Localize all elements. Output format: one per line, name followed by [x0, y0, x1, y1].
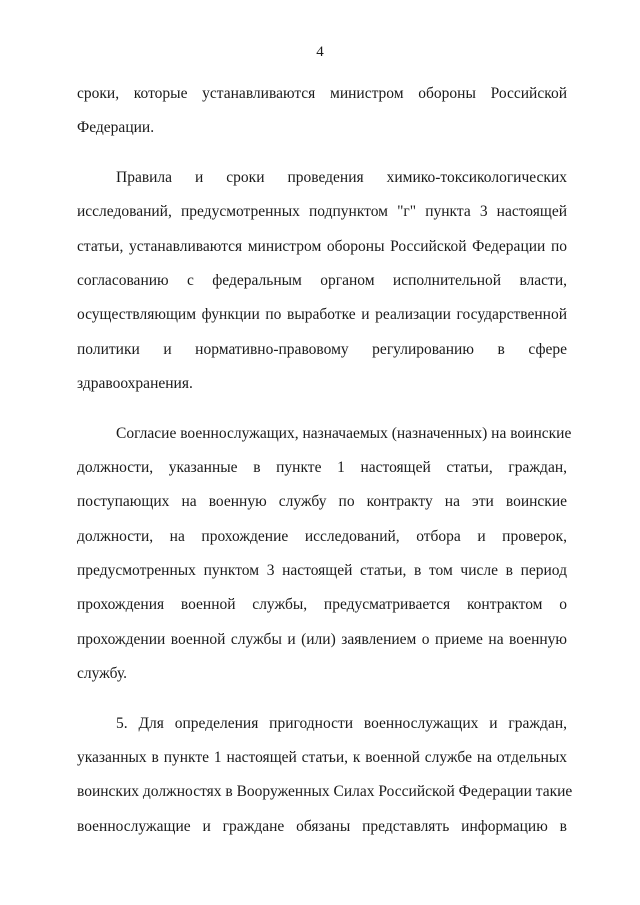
- text-line: указанных в пункте 1 настоящей статьи, к военной службе на отдельных: [77, 749, 567, 767]
- text-line: прохождения военной службы, предусматривается контрактом о: [77, 596, 567, 614]
- text-line: исследований, предусмотренных подпунктом "г" пункта 3 настоящей: [77, 203, 567, 221]
- text-line: политики и нормативно-правовому регулированию в сфере: [77, 340, 567, 358]
- text-line: поступающих на военную службу по контракту на эти воинские: [77, 493, 567, 511]
- page-number: 4: [316, 44, 324, 60]
- text-line: осуществляющим функции по выработке и реализации государственной: [77, 306, 567, 324]
- text-line: прохождении военной службы и (или) заявлением о приеме на военную: [77, 630, 567, 648]
- text-line: воинских должностях в Вооруженных Силах Российской Федерации такие: [77, 783, 573, 801]
- text-line: Федерации.: [77, 119, 155, 137]
- text-line: сроки, которые устанавливаются министром обороны Российской: [77, 85, 567, 102]
- paragraph: [77, 707, 573, 845]
- paragraph: [77, 417, 572, 692]
- paragraph: [77, 161, 567, 402]
- document-body: [77, 77, 573, 859]
- text-line: Правила и сроки проведения химико-токсикологических: [116, 168, 567, 186]
- text-line: согласованию с федеральным органом исполнительной власти,: [77, 271, 567, 289]
- text-line: 5. Для определения пригодности военнослужащих и граждан,: [116, 714, 567, 732]
- text-line: статьи, устанавливаются министром обороны Российской Федерации по: [77, 237, 567, 255]
- text-line: военнослужащие и граждане обязаны представлять информацию в: [77, 817, 567, 835]
- text-line: должности, на прохождение исследований, отбора и проверок,: [77, 527, 567, 545]
- text-line: здравоохранения.: [77, 375, 193, 393]
- text-line: предусмотренных пунктом 3 настоящей статьи, в том числе в период: [77, 562, 567, 580]
- text-line: службу.: [77, 665, 128, 683]
- text-line: Согласие военнослужащих, назначаемых (назначенных) на воинские: [116, 424, 572, 442]
- text-line: должности, указанные в пункте 1 настоящей статьи, граждан,: [77, 458, 567, 476]
- paragraph: [77, 77, 567, 146]
